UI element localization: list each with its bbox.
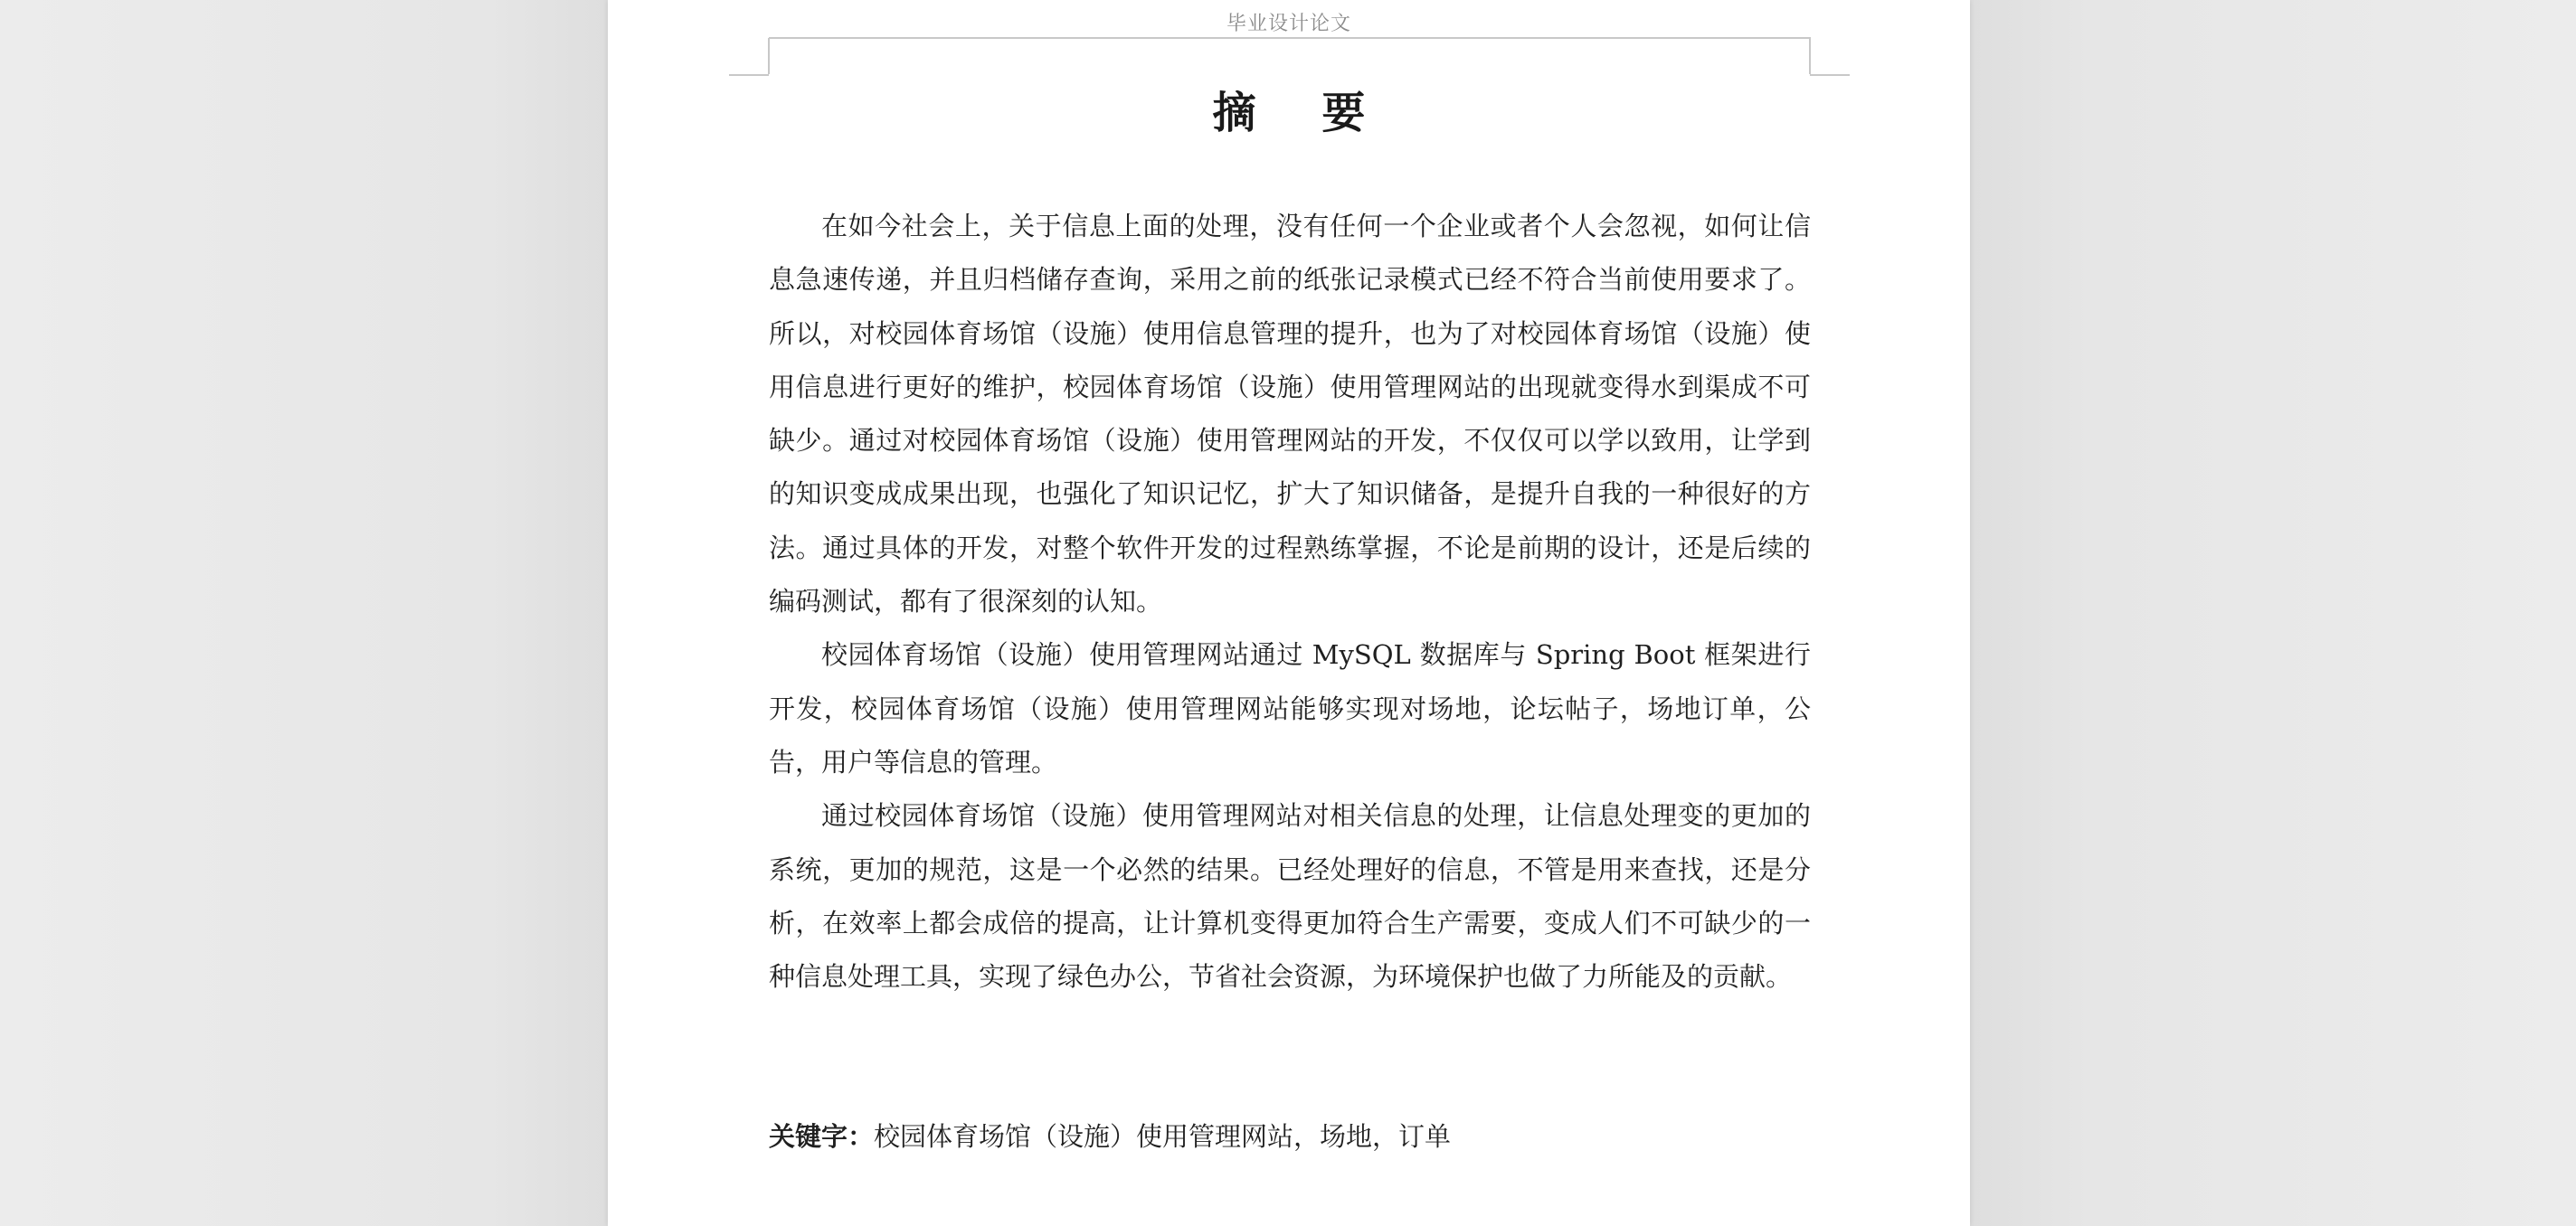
- document-page: [608, 0, 1970, 1226]
- abstract-paragraph: 在如今社会上，关于信息上面的处理，没有任何一个企业或者个人会忽视，如何让信息急速传递，并且归档储存查询，采用之前的纸张记录模式已经不符合当前使用要求了。所以，对校园体育场馆（设施）使用信息管理的提升，也为了对校园体育场馆（设施）使用信息进行更好的维护，校园体育场馆（设施）使用管理网站的出现就变得水到渠成不可缺少。通过对校园体育场馆（设施）使用管理网站的开发，不仅仅可以学以致用，让学到的知识变成成果出现，也强化了知识记忆，扩大了知识储备，是提升自我的一种很好的方法。通过具体的开发，对整个软件开发的过程熟练掌握，不论是前期的设计，还是后续的编码测试，都有了很深刻的认知。: [769, 211, 1811, 618]
- keywords-label: 关键字：: [769, 1121, 875, 1152]
- viewer-background-right: [1970, 0, 2576, 1226]
- keywords-line: [769, 1113, 1811, 1160]
- crop-mark-top-left: [768, 38, 770, 74]
- crop-mark-top-right: [1810, 74, 1850, 76]
- viewer-background-left: [0, 0, 608, 1226]
- crop-mark-top-left: [729, 74, 769, 76]
- abstract-title: 摘 要: [1212, 88, 1391, 138]
- keywords-value: 校园体育场馆（设施）使用管理网站，场地，订单: [874, 1121, 1452, 1152]
- abstract-paragraph: 校园体育场馆（设施）使用管理网站通过 MySQL 数据库与 Spring Boot 框架进行开发，校园体育场馆（设施）使用管理网站能够实现对场地，论坛帖子，场地订单，公告，用户等信息的管理。: [769, 639, 1811, 778]
- abstract-body: [769, 200, 1811, 1004]
- abstract-paragraph: 通过校园体育场馆（设施）使用管理网站对相关信息的处理，让信息处理变的更加的系统，更加的规范，这是一个必然的结果。已经处理好的信息，不管是用来查找，还是分析，在效率上都会成倍的提高，让计算机变得更加符合生产需要，变成人们不可缺少的一种信息处理工具，实现了绿色办公，节省社会资源，为环境保护也做了力所能及的贡献。: [769, 800, 1811, 993]
- crop-mark-top-right: [1809, 38, 1811, 74]
- header-rule: [769, 37, 1811, 39]
- running-header: 毕业设计论文: [1226, 13, 1351, 35]
